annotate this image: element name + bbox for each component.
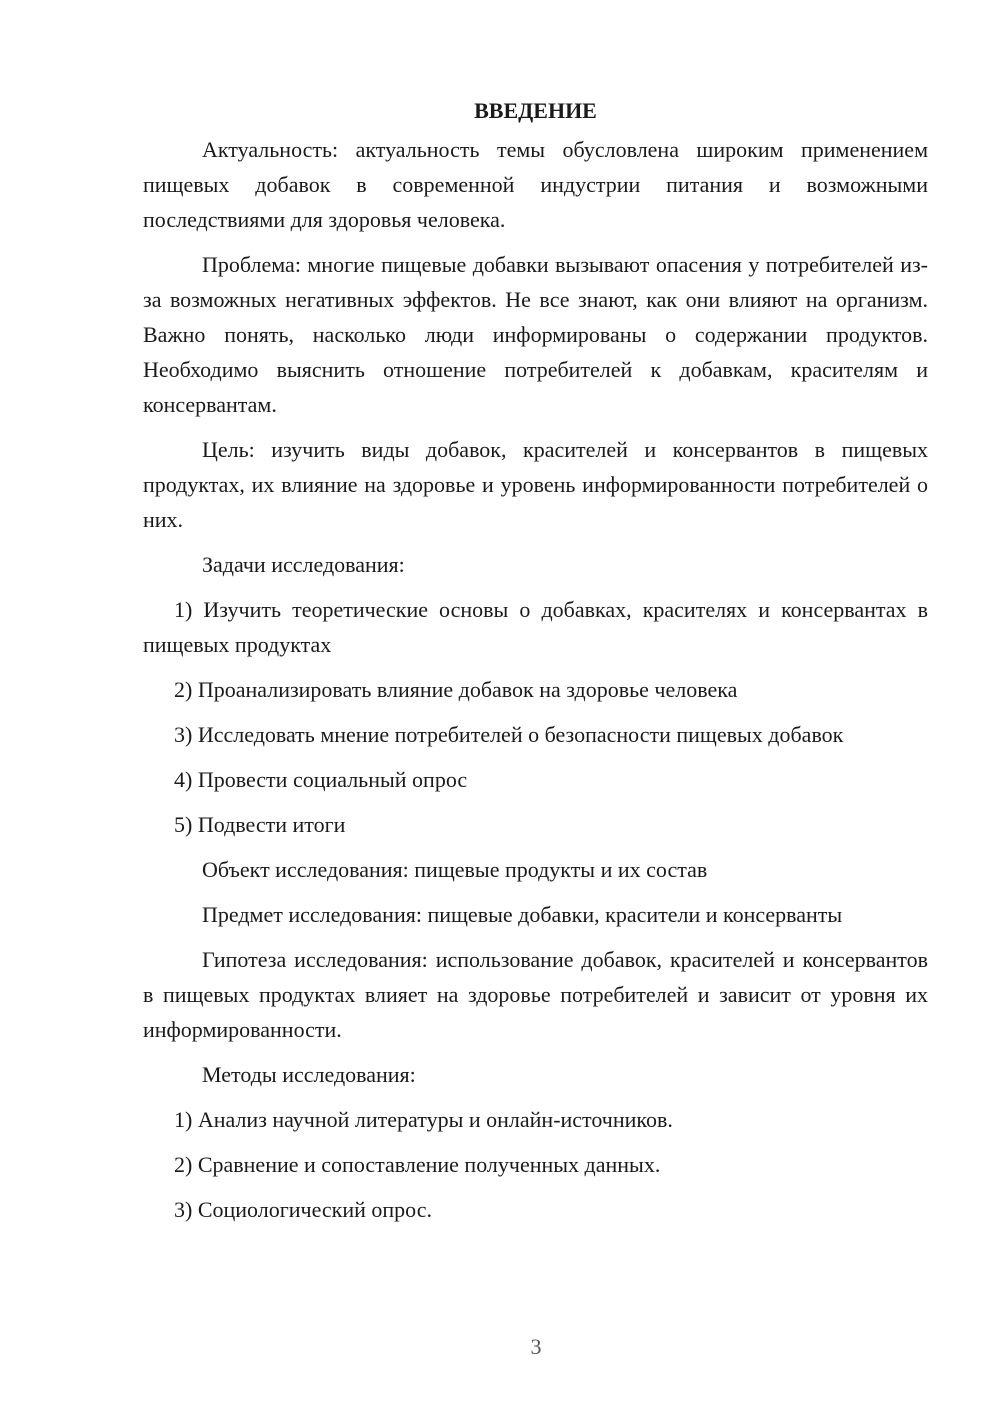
hypothesis-paragraph: Гипотеза исследования: использование добавок, красителей и консервантов в пищевых продуктах влияет на здоровье потребителей и зависит от уровня их информированности.	[143, 947, 928, 1042]
method-item-2: 2) Сравнение и сопоставление полученных данных.	[174, 1152, 661, 1177]
task-item-1: 1) Изучить теоретические основы о добавках, красителях и консервантах в пищевых продуктах	[143, 597, 928, 657]
section-heading: ВВЕДЕНИЕ	[474, 98, 597, 123]
task-item-4: 4) Провести социальный опрос	[174, 767, 468, 792]
task-item-3: 3) Исследовать мнение потребителей о безопасности пищевых добавок	[174, 722, 844, 747]
problem-paragraph: Проблема: многие пищевые добавки вызывают опасения у потребителей из-за возможных негативных эффектов. Не все знают, как они влияют на организм. Важно понять, насколько люди информированы о содержании продуктов. Необходимо выяснить отношение потребителей к добавкам, красителям и консервантам.	[143, 252, 928, 417]
page-number: 3	[530, 1334, 542, 1359]
research-object: Объект исследования: пищевые продукты и их состав	[202, 857, 708, 882]
methods-title: Методы исследования:	[202, 1062, 416, 1087]
tasks-title: Задачи исследования:	[202, 552, 405, 577]
method-item-3: 3) Социологический опрос.	[174, 1197, 432, 1222]
task-item-5: 5) Подвести итоги	[174, 812, 346, 837]
goal-paragraph: Цель: изучить виды добавок, красителей и консервантов в пищевых продуктах, их влияние на здоровье и уровень информированности потребителей о них.	[143, 437, 928, 532]
method-item-1: 1) Анализ научной литературы и онлайн-источников.	[174, 1107, 673, 1132]
research-subject: Предмет исследования: пищевые добавки, красители и консерванты	[202, 902, 843, 927]
relevance-paragraph: Актуальность: актуальность темы обусловлена широким применением пищевых добавок в современной индустрии питания и возможными последствиями для здоровья человека.	[143, 137, 928, 232]
page-content	[143, 96, 928, 1237]
task-item-2: 2) Проанализировать влияние добавок на здоровье человека	[174, 677, 738, 702]
